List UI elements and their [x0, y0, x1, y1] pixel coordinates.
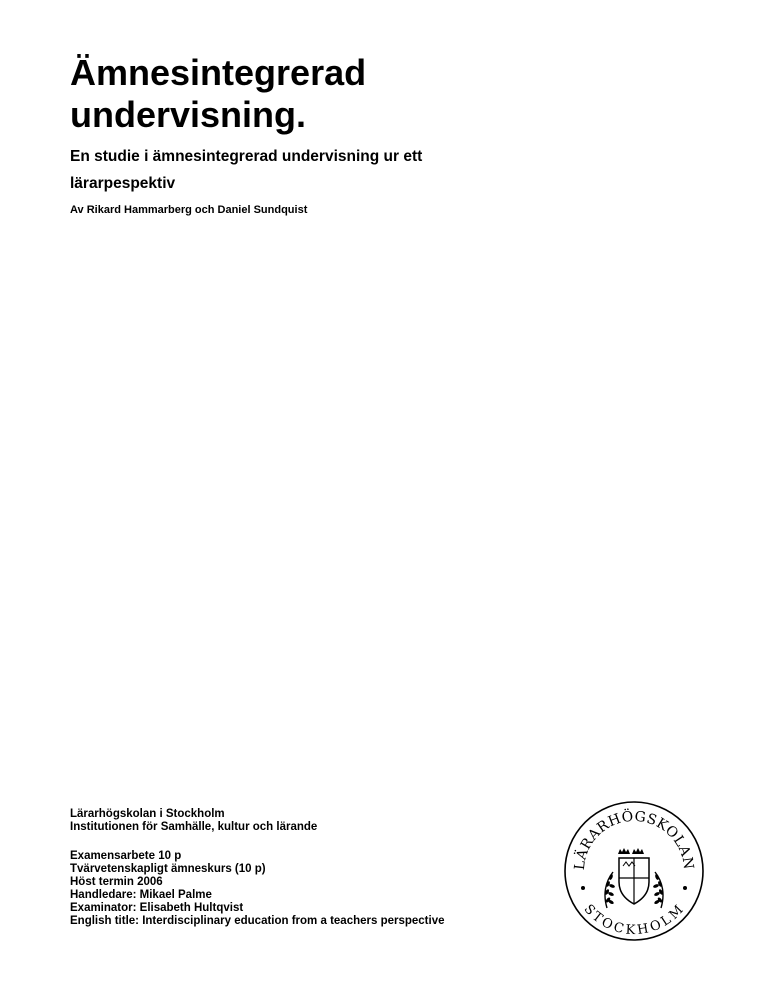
- subtitle-line-2: lärarpespektiv: [70, 175, 176, 192]
- seal-top-text: LÄRARHÖGSKOLAN: [571, 808, 697, 871]
- thesis-info-block: [70, 850, 445, 928]
- term: Höst termin 2006: [70, 876, 163, 888]
- svg-text:STOCKHOLM: [581, 902, 687, 938]
- subtitle-line-1: En studie i ämnesintegrerad undervisning ur ett: [70, 148, 423, 165]
- supervisor: Handledare: Mikael Palme: [70, 889, 212, 901]
- document-title: [70, 52, 630, 136]
- english-title: English title: Interdisciplinary education from a teachers perspective: [70, 915, 445, 927]
- school-name: Lärarhögskolan i Stockholm: [70, 808, 225, 820]
- department-name: Institutionen för Samhälle, kultur och lärande: [70, 821, 318, 833]
- institution-block: [70, 808, 317, 834]
- title-line-1: Ämnesintegrerad: [70, 52, 367, 93]
- examiner: Examinator: Elisabeth Hultqvist: [70, 902, 244, 914]
- seal-bottom-text: STOCKHOLM: [580, 901, 688, 938]
- university-seal-icon: [563, 800, 705, 942]
- thesis-type: Examensarbete 10 p: [70, 850, 182, 862]
- title-line-2: undervisning.: [70, 94, 307, 135]
- course-name: Tvärvetenskapligt ämneskurs (10 p): [70, 863, 266, 875]
- authors-line: Av Rikard Hammarberg och Daniel Sundquist: [70, 204, 308, 216]
- document-subtitle: [70, 143, 540, 197]
